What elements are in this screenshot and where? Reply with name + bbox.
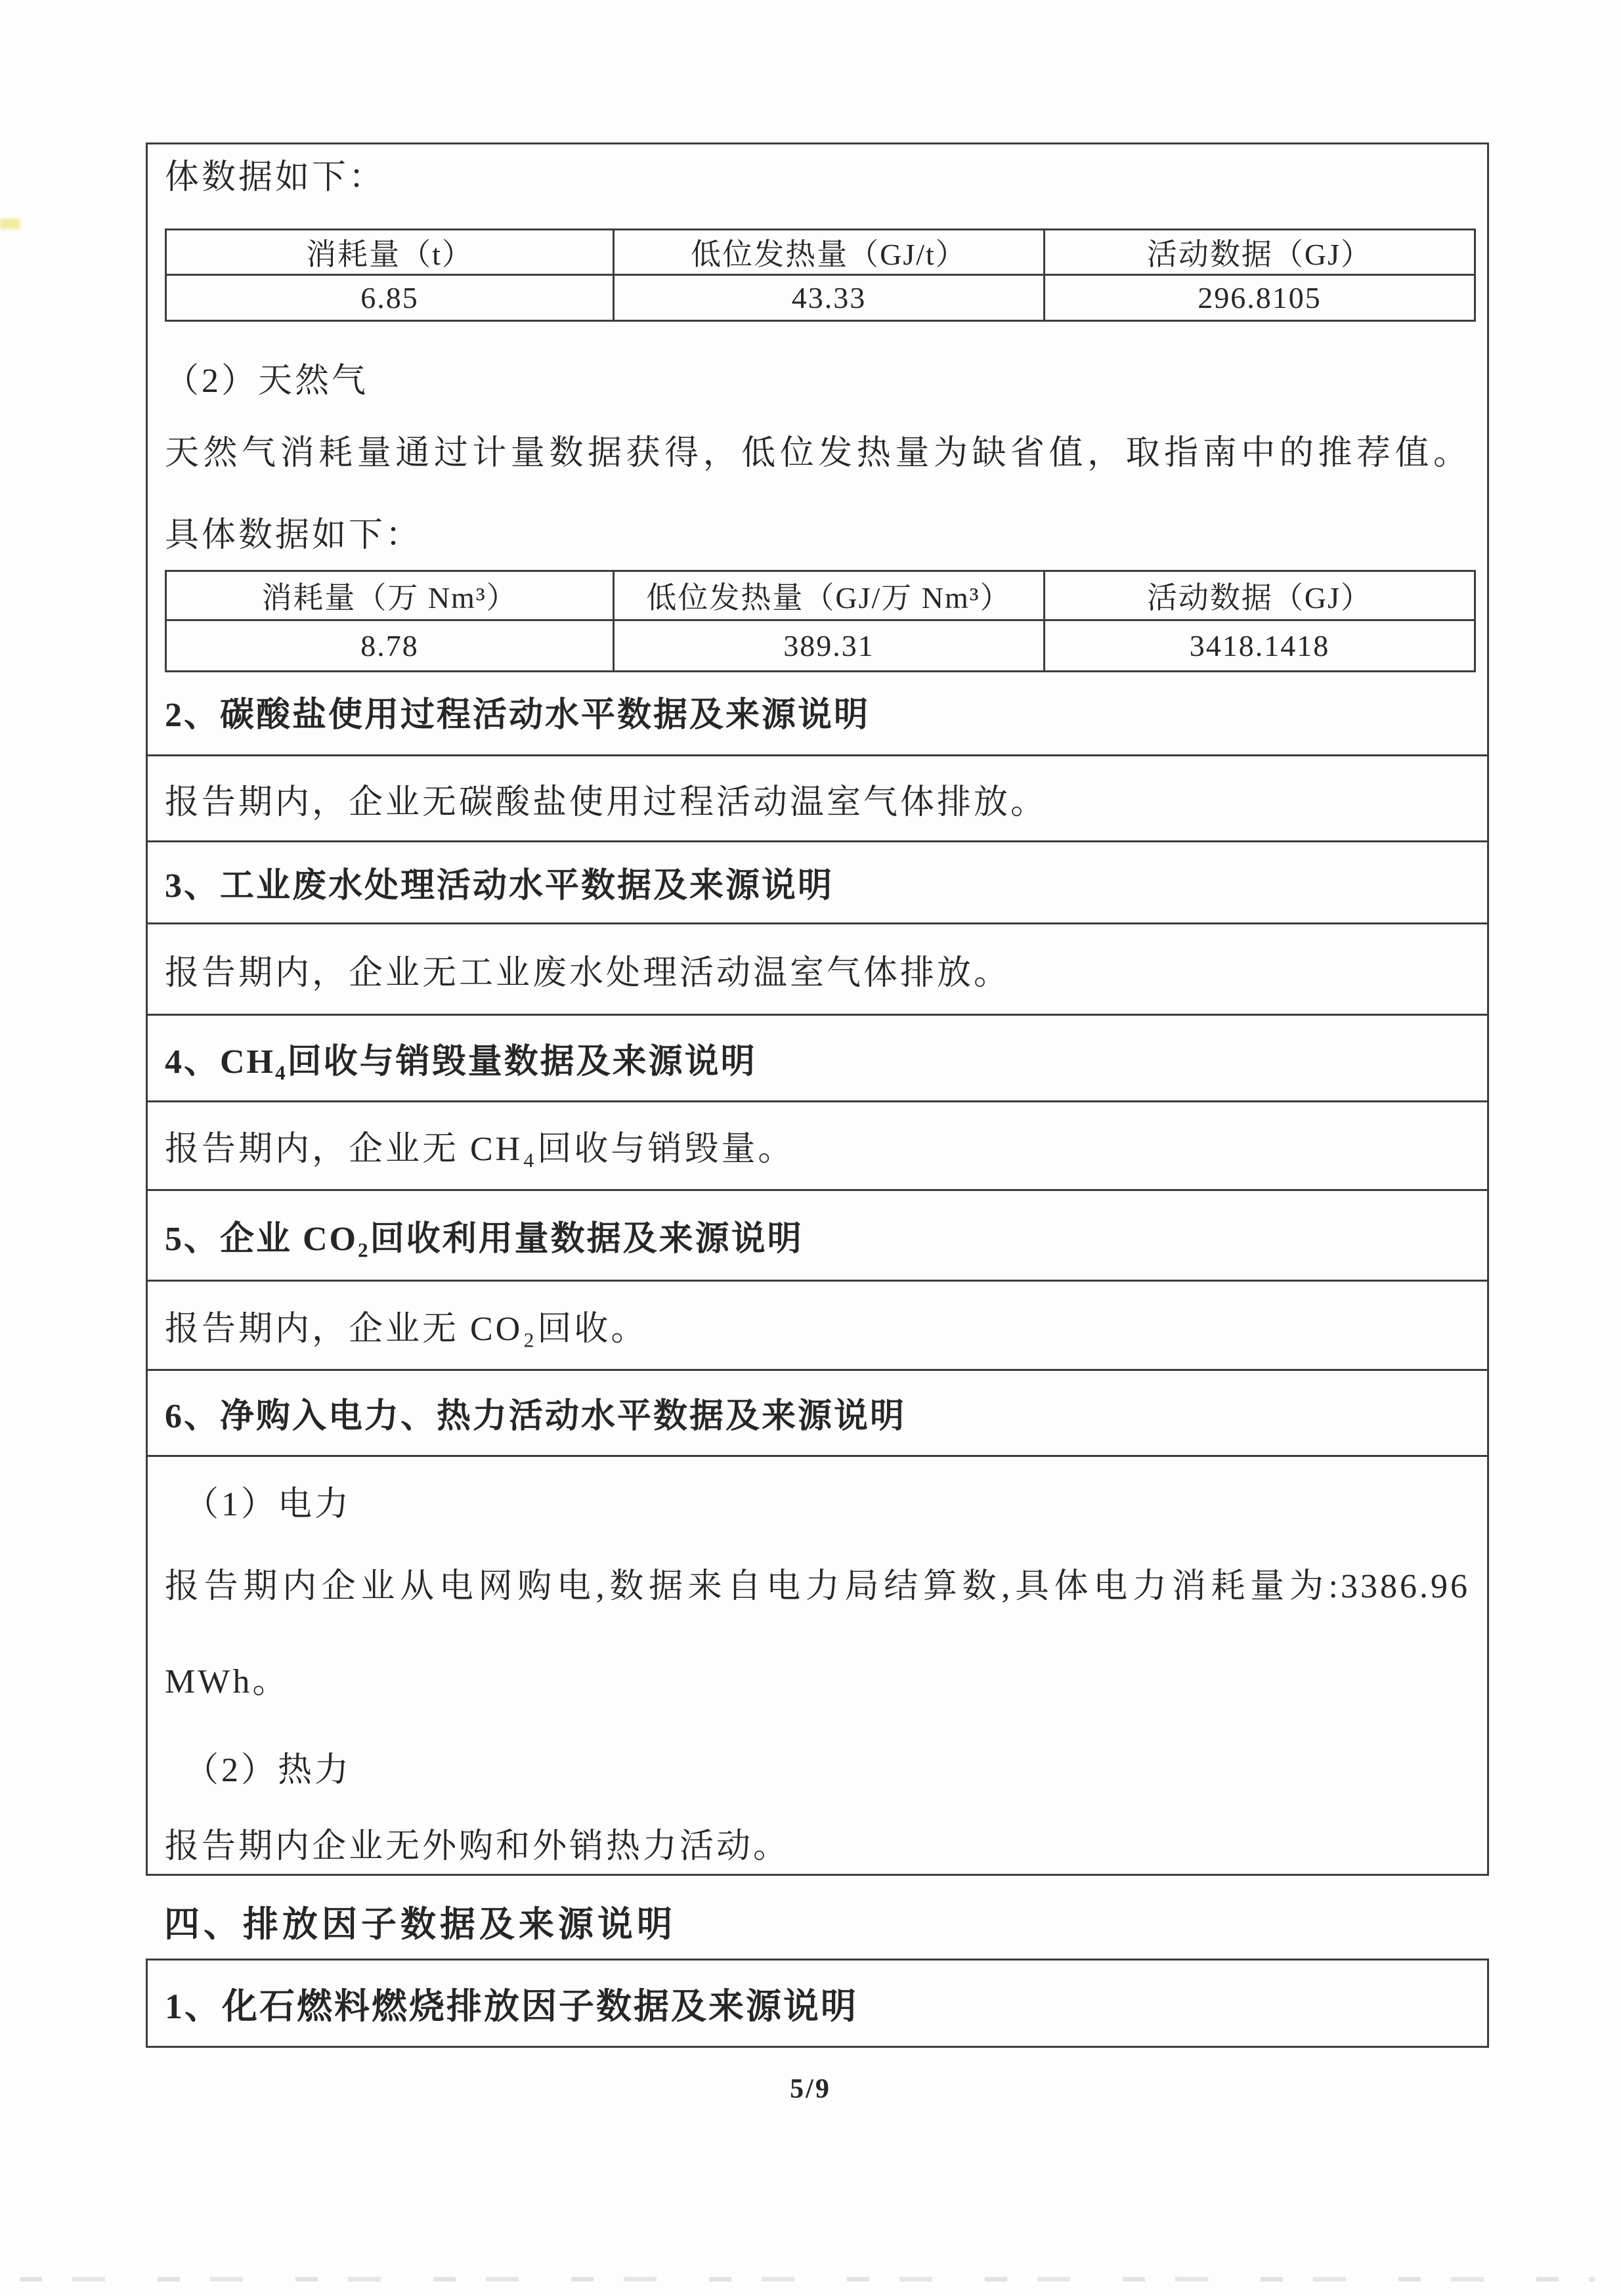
electricity-paragraph-line2: MWh。 — [165, 1662, 290, 1700]
intro-line: 体数据如下： — [165, 159, 386, 196]
emission-factor-box — [146, 1959, 1489, 2048]
table-header-row — [166, 230, 1475, 275]
section-body-co2: 报告期内，企业无 CO₂回收。 — [148, 1282, 1487, 1370]
natural-gas-paragraph: 天然气消耗量通过计量数据获得，低位发热量为缺省值，取指南中的推荐值。 — [165, 435, 1470, 472]
electricity-subheading: （1）电力 — [184, 1485, 352, 1523]
table-cell: 6.85 — [166, 275, 614, 321]
section-body-ch4: 报告期内，企业无 CH₄回收与销毁量。 — [148, 1102, 1487, 1191]
table-cell: 389.31 — [613, 620, 1044, 672]
natural-gas-data-table — [165, 570, 1476, 672]
table-cell: 8.78 — [166, 620, 614, 672]
table-header-row — [166, 571, 1475, 620]
page-number: 5/9 — [790, 2074, 831, 2104]
section-body-carbonate: 报告期内，企业无碳酸盐使用过程活动温室气体排放。 — [148, 756, 1487, 842]
diesel-data-table — [165, 228, 1476, 322]
table-cell: 3418.1418 — [1044, 620, 1475, 672]
table-cell: 296.8105 — [1044, 275, 1475, 321]
section-heading-wastewater: 3、工业废水处理活动水平数据及来源说明 — [148, 842, 1487, 924]
section-heading-co2: 5、企业 CO₂回收利用量数据及来源说明 — [148, 1191, 1487, 1282]
section-heading-ch4: 4、CH₄回收与销毁量数据及来源说明 — [148, 1016, 1487, 1102]
section-rows — [148, 668, 1487, 1874]
activity-data-box — [146, 142, 1489, 1876]
scan-artifact-bottom-edge — [20, 2277, 1595, 2282]
natural-gas-subheading: （2）天然气 — [165, 362, 369, 400]
chapter-four-heading: 四、排放因子数据及来源说明 — [164, 1905, 676, 1944]
heat-paragraph: 报告期内企业无外购和外销热力活动。 — [165, 1827, 790, 1865]
gas-data-intro-line: 具体数据如下： — [165, 517, 423, 554]
column-header: 低位发热量（GJ/t） — [613, 230, 1044, 275]
electricity-heat-content — [148, 1457, 1487, 1874]
column-header: 活动数据（GJ） — [1044, 230, 1475, 275]
fossil-fuel-factor-heading: 1、化石燃料燃烧排放因子数据及来源说明 — [165, 1986, 858, 2026]
table-cell: 43.33 — [613, 275, 1044, 321]
heat-subheading: （2）热力 — [184, 1752, 352, 1789]
table-row — [166, 275, 1475, 321]
electricity-paragraph-line1: 报告期内企业从电网购电,数据来自电力局结算数,具体电力消耗量为:3386.96 — [165, 1568, 1470, 1605]
column-header: 低位发热量（GJ/万 Nm³） — [613, 571, 1044, 620]
section-body-wastewater: 报告期内，企业无工业废水处理活动温室气体排放。 — [148, 924, 1487, 1016]
section-heading-electricity-heat: 6、净购入电力、热力活动水平数据及来源说明 — [148, 1371, 1487, 1457]
column-header: 消耗量（t） — [166, 230, 614, 275]
section-heading-carbonate: 2、碳酸盐使用过程活动水平数据及来源说明 — [148, 668, 1487, 756]
scan-artifact-yellow — [0, 219, 20, 229]
column-header: 活动数据（GJ） — [1044, 571, 1475, 620]
table-row — [166, 620, 1475, 672]
column-header: 消耗量（万 Nm³） — [166, 571, 614, 620]
